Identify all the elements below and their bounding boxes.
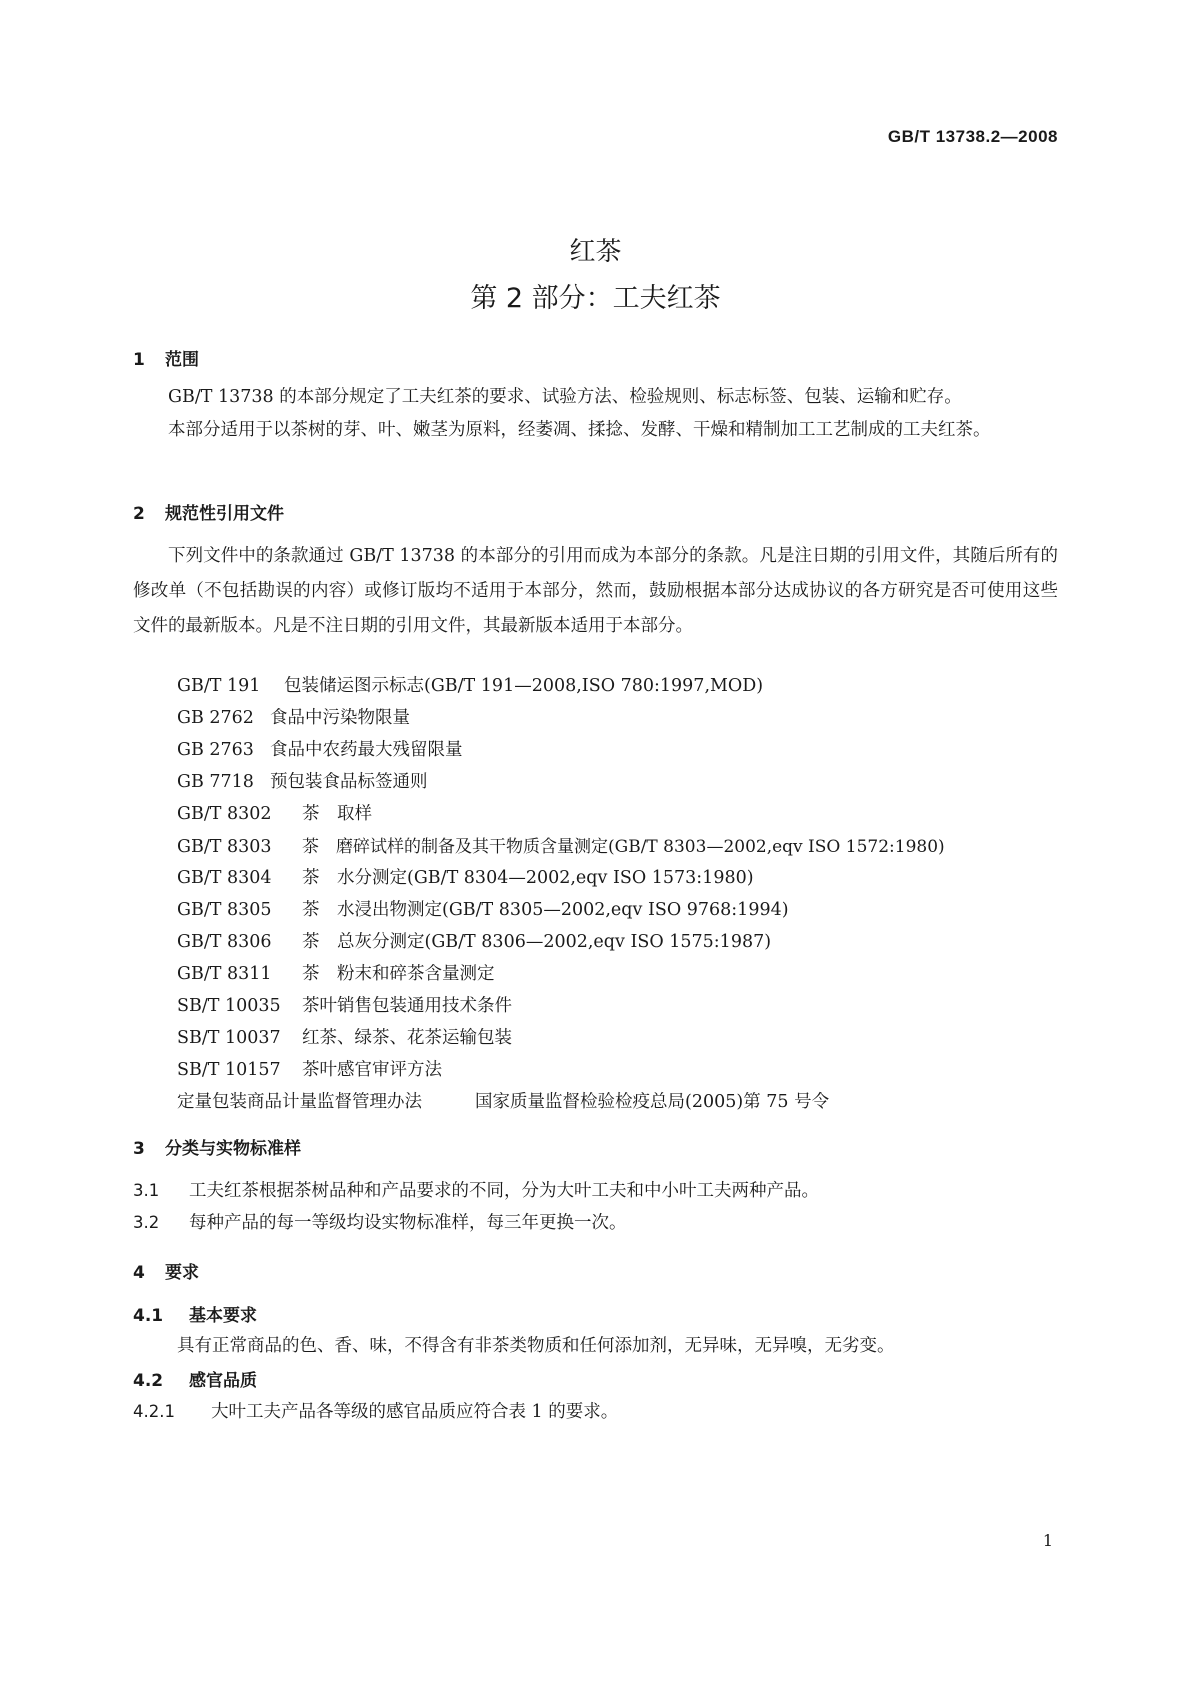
clause-4-2-1 — [133, 1398, 618, 1423]
reference-title: 国家质量监督检验检疫总局(2005)第 75 号令 — [475, 1092, 830, 1112]
reference-item — [177, 1088, 829, 1113]
reference-title: 茶 水分测定(GB/T 8304—2002,eqv ISO 1573:1980) — [302, 868, 754, 888]
section-number: 3 — [133, 1139, 145, 1159]
section-title: 范围 — [165, 350, 199, 370]
reference-item — [177, 704, 410, 729]
reference-item — [177, 832, 945, 857]
reference-code: GB/T 191 — [177, 676, 261, 696]
subsection-number: 4.2 — [133, 1371, 164, 1391]
clause-text: 工夫红茶根据茶树品种和产品要求的不同，分为大叶工夫和中小叶工夫两种产品。 — [189, 1181, 819, 1201]
reference-code: GB/T 8306 — [177, 932, 272, 952]
scope-paragraph-2: 本部分适用于以茶树的芽、叶、嫩茎为原料，经萎凋、揉捻、发酵、干燥和精制加工工艺制成的工夫红茶。 — [168, 420, 991, 440]
reference-code: GB/T 8304 — [177, 868, 272, 888]
subsection-title: 感官品质 — [189, 1371, 257, 1391]
reference-item — [177, 928, 771, 953]
reference-item — [177, 1056, 442, 1081]
reference-item — [177, 960, 495, 985]
reference-item — [177, 736, 463, 761]
subsection-number: 4.1 — [133, 1306, 164, 1326]
reference-title: 茶 总灰分测定(GB/T 8306—2002,eqv ISO 1575:1987) — [302, 932, 772, 952]
reference-title: 茶 粉末和碎茶含量测定 — [302, 964, 495, 984]
normative-intro-paragraph: 下列文件中的条款通过 GB/T 13738 的本部分的引用而成为本部分的条款。凡是注日期的引用文件，其随后所有的修改单（不包括勘误的内容）或修订版均不适用于本部分，然而，鼓励根据本部分达成协议的各方研究是否可使用这些文件的最新版本。凡是不注日期的引用文件，其最新版本适用于本部分。 — [133, 546, 1058, 636]
clause-number: 3.1 — [133, 1181, 160, 1200]
document-subtitle: 第 2 部分：工夫红茶 — [470, 283, 721, 314]
reference-title: 茶 磨碎试样的制备及其干物质含量测定(GB/T 8303—2002,eqv ISO 1572:1980) — [302, 837, 945, 857]
basic-requirements-text: 具有正常商品的色、香、味，不得含有非茶类物质和任何添加剂，无异味，无异嗅，无劣变。 — [177, 1336, 895, 1356]
subsection-heading-4-1 — [133, 1301, 257, 1326]
reference-item — [177, 864, 754, 889]
section-heading-4 — [133, 1258, 199, 1283]
section-heading-2 — [133, 499, 284, 524]
standard-code: GB/T 13738.2—2008 — [887, 127, 1058, 146]
clause-text: 大叶工夫产品各等级的感官品质应符合表 1 的要求。 — [211, 1402, 619, 1422]
reference-code: SB/T 10037 — [177, 1028, 281, 1048]
reference-code: GB/T 8305 — [177, 900, 272, 920]
reference-title: 预包装食品标签通则 — [270, 772, 428, 792]
reference-code: SB/T 10157 — [177, 1060, 281, 1080]
clause-3-1 — [133, 1177, 819, 1202]
section-number: 1 — [133, 350, 145, 370]
reference-title: 茶叶感官审评方法 — [302, 1060, 442, 1080]
reference-item — [177, 1024, 512, 1049]
subsection-heading-4-2 — [133, 1366, 257, 1391]
reference-code: 定量包装商品计量监督管理办法 — [177, 1092, 422, 1112]
section-title: 分类与实物标准样 — [165, 1139, 301, 1159]
reference-code: SB/T 10035 — [177, 996, 281, 1016]
scope-paragraph-1: GB/T 13738 的本部分规定了工夫红茶的要求、试验方法、检验规则、标志标签、包装、运输和贮存。 — [168, 387, 962, 407]
clause-3-2 — [133, 1209, 627, 1234]
clause-text: 每种产品的每一等级均设实物标准样，每三年更换一次。 — [189, 1213, 627, 1233]
page-number: 1 — [1042, 1531, 1053, 1550]
reference-title: 食品中污染物限量 — [270, 708, 410, 728]
section-number: 2 — [133, 504, 145, 524]
reference-title: 茶 取样 — [302, 804, 372, 824]
subsection-title: 基本要求 — [189, 1306, 257, 1326]
reference-item — [177, 800, 372, 825]
reference-title: 茶叶销售包装通用技术条件 — [302, 996, 512, 1016]
reference-code: GB 7718 — [177, 772, 254, 792]
section-heading-3 — [133, 1134, 301, 1159]
reference-item — [177, 896, 789, 921]
section-number: 4 — [133, 1263, 145, 1283]
reference-item — [177, 992, 512, 1017]
reference-code: GB/T 8303 — [177, 837, 272, 857]
reference-code: GB 2762 — [177, 708, 254, 728]
reference-title: 包装储运图示标志(GB/T 191—2008,ISO 780:1997,MOD) — [284, 676, 764, 696]
reference-title: 茶 水浸出物测定(GB/T 8305—2002,eqv ISO 9768:1994) — [302, 900, 789, 920]
clause-number: 4.2.1 — [133, 1402, 175, 1421]
reference-code: GB/T 8311 — [177, 964, 272, 984]
section-title: 规范性引用文件 — [165, 504, 284, 524]
reference-title: 红茶、绿茶、花茶运输包装 — [302, 1028, 512, 1048]
reference-code: GB 2763 — [177, 740, 254, 760]
reference-item — [177, 768, 428, 793]
clause-number: 3.2 — [133, 1213, 160, 1232]
section-title: 要求 — [165, 1263, 199, 1283]
reference-item — [177, 672, 763, 697]
document-title: 红茶 — [569, 237, 622, 267]
reference-title: 食品中农药最大残留限量 — [270, 740, 463, 760]
section-heading-1 — [133, 345, 199, 370]
reference-code: GB/T 8302 — [177, 804, 272, 824]
